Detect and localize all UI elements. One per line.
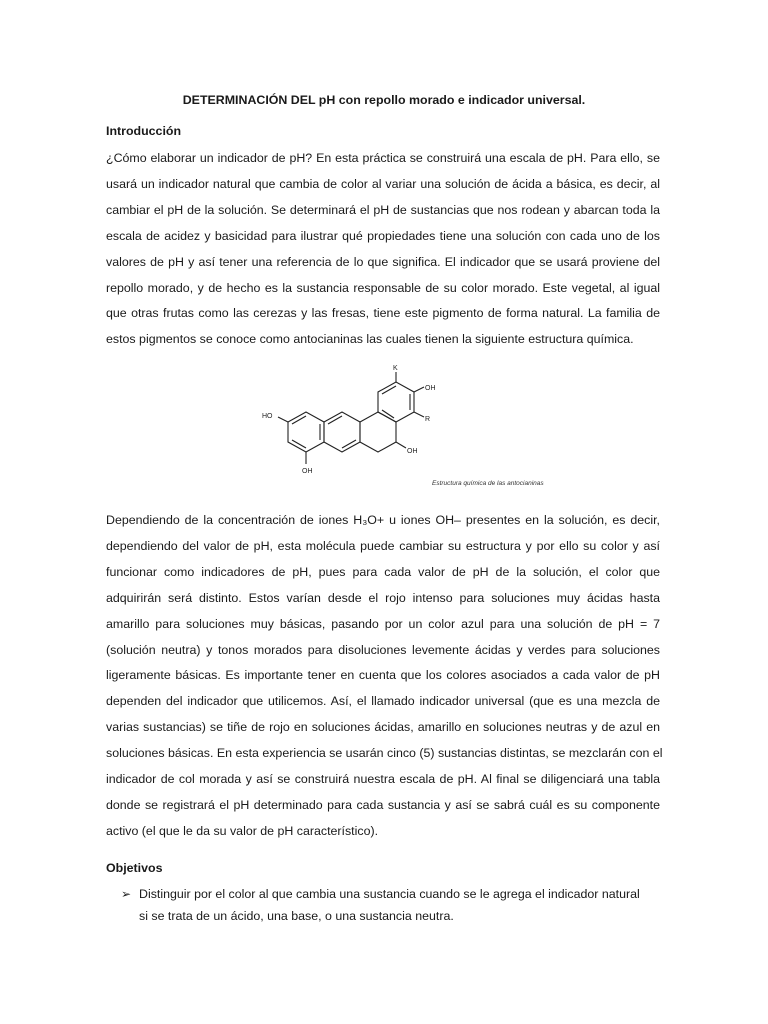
intro-heading: Introducción — [106, 124, 182, 138]
body-paragraph — [106, 508, 663, 845]
label-oh-top: OH — [425, 385, 436, 392]
intro-paragraph — [106, 146, 660, 353]
ring-b — [324, 412, 360, 452]
figure-caption: Estructura química de las antocianinas — [432, 480, 544, 487]
intro-line: estos pigmentos se conoce como antocianinas las cuales tienen la siguiente estructura química. — [106, 332, 634, 347]
intro-line: usará un indicador natural que cambia de color al variar una solución de ácida a básica, es decir, al — [106, 176, 660, 191]
body-line: varias sustancias) se tiñe de rojo en soluciones ácidas, amarillo en soluciones neutras y de azul en — [106, 720, 660, 735]
label-oh-bottom: OH — [302, 468, 313, 475]
intro-line: que otras frutas como las cerezas y las fresas, tiene este pigmento de forma natural. La familia de — [106, 306, 660, 321]
intro-line: ¿Cómo elaborar un indicador de pH? En esta práctica se construirá una escala de pH. Para ello, se — [106, 151, 660, 165]
body-line: dependen del indicador que utilicemos. Así, el llamado indicador universal (que es una mezcla de — [106, 694, 660, 709]
intro-line: valores de pH y así tener una referencia de lo que significa. El indicador que se usará proviene del — [106, 254, 660, 269]
label-k: K — [393, 365, 398, 372]
label-ho-left: HO — [262, 413, 273, 420]
label-r: R — [425, 416, 431, 423]
ring-d — [378, 382, 414, 422]
body-line: activo (el que le da su valor de pH característico). — [106, 823, 379, 838]
body-line: adquirirán será distinto. Estos varían desde el rojo intenso para soluciones muy ácidas hasta — [106, 590, 660, 605]
intro-line: escala de acidez y basicidad para ilustrar qué propiedades tiene una solución con cada uno de los — [106, 228, 660, 243]
ring-a — [288, 412, 324, 452]
body-line: (solución neutra) y tonos morados para disoluciones levemente ácidas y verdes para soluciones — [106, 642, 660, 657]
body-line: indicador de col morada y así se construirá nuestra escala de pH. Al final se diligenciará una tabla — [106, 772, 660, 787]
body-line: donde se registrará el pH determinado para cada sustancia y así se sabrá cuál es su componente — [106, 797, 660, 812]
body-line: soluciones básicas. En esta experiencia se usarán cinco (5) sustancias distintas, se mezclarán con el — [106, 746, 663, 761]
objective-line: si se trata de un ácido, una base, o una sustancia neutra. — [139, 909, 454, 923]
objectives-heading: Objetivos — [106, 861, 163, 875]
bullet-arrow-icon: ➢ — [121, 887, 132, 901]
intro-line: repollo morado, y de hecho es la sustancia responsable de su color morado. Este vegetal, al igual — [106, 280, 660, 295]
intro-line: cambiar el pH de la solución. Se determinará el pH de sustancias que nos rodean y abarcan toda la — [106, 202, 660, 217]
body-line: amarillo para soluciones muy básicas, pasando por un color azul para una solución de pH = 7 — [106, 616, 660, 631]
body-line: funcionar como indicadores de pH, pues para cada valor de pH de la solución, el color que — [106, 564, 660, 579]
anthocyanin-structure-diagram — [258, 360, 568, 500]
body-line: ligeramente básicas. Es importante tener en cuenta que los colores asociados a cada valor de pH — [106, 668, 660, 683]
ring-c — [360, 412, 396, 452]
label-oh-right: OH — [407, 448, 418, 455]
document-title: DETERMINACIÓN DEL pH con repollo morado e indicador universal. — [182, 93, 586, 107]
objective-item — [139, 883, 661, 927]
objective-line: Distinguir por el color al que cambia una sustancia cuando se le agrega el indicador natural — [139, 887, 640, 901]
body-line: dependiendo del valor de pH, esta molécula puede cambiar su estructura y por ello su color y así — [106, 538, 660, 553]
body-line: Dependiendo de la concentración de iones H₃O+ u iones OH– presentes en la solución, es decir, — [106, 513, 660, 527]
